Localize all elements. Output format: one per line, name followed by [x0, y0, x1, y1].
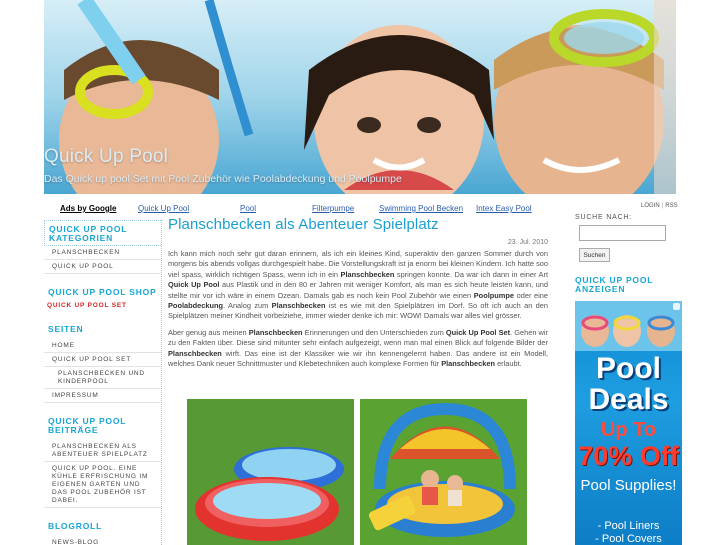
ad-line-liners: - Pool Liners — [597, 520, 660, 532]
sidebar-item-post-quick-up-pool[interactable]: QUICK UP POOL. EINE KÜHLE ERFRISCHUNG IM EIGENEN GARTEN UND DAS POOL ZUBEHÖR IST DABEI. — [44, 462, 161, 508]
sidebar-item-quick-up-pool[interactable]: QUICK UP POOL — [44, 260, 161, 274]
site-title[interactable]: Quick Up Pool — [44, 146, 169, 167]
p2-text: erlaubt. — [495, 359, 522, 369]
google-ads-bar — [60, 202, 540, 216]
post-photos — [187, 399, 527, 545]
p1-bold: Planschbecken — [340, 269, 395, 279]
post-paragraph-2 — [168, 328, 548, 370]
post-paragraph-1 — [168, 249, 548, 322]
sidebar-item-quick-up-pool-set[interactable]: QUICK UP POOL SET — [44, 353, 161, 367]
ad-choices-icon[interactable] — [673, 303, 680, 310]
site-tagline: Das Quick up pool Set mit Pool Zubehör wie Poolabdeckung und Poolpumpe — [44, 173, 402, 185]
search-input[interactable] — [579, 225, 666, 241]
ad-photo-kids — [575, 301, 682, 351]
ad-link-filterpumpe[interactable]: Filterpumpe — [312, 204, 355, 213]
sidebar-item-news-blog[interactable]: NEWS-BLOG — [44, 536, 161, 545]
ad-link-swimming-pool-becken[interactable]: Swimming Pool Becken — [379, 204, 464, 213]
sidebar-heading-kategorien: QUICK UP POOL KATEGORIEN — [44, 220, 161, 246]
p2-bold: Planschbecken — [168, 348, 222, 358]
post-title[interactable]: Planschbecken als Abenteuer Spielplatz — [168, 216, 439, 233]
ad-up-to: Up To — [600, 419, 657, 441]
sidebar-item-home[interactable]: HOME — [44, 339, 161, 353]
p1-bold: Planschbecken — [271, 301, 326, 311]
sidebar-heading-shop: QUICK UP POOL SHOP — [48, 287, 157, 297]
p2-text: Aber genug aus meinen — [168, 327, 249, 337]
p1-text: aus Plastik und in den 80 er Jahren mit weniger Komfort, als man es sich heute leisten kann, und stellte mir vor ich wäre in einem Ozean. Damals gab es noch kein Pool Zubehör wie einen — [168, 280, 548, 300]
photo-adventure-paddling-pool[interactable] — [360, 399, 527, 545]
p1-text: springen konnte. Da war ich dann in einer Art — [394, 269, 549, 279]
sidebar-item-impressum[interactable]: IMPRESSUM — [44, 389, 161, 403]
p1-text: ist es wie mit den Spielplätzen im Dorf. So oft ich auch an den Spielplätzen meiner Kindheit vorbeiziehe, immer wieder denke ich mir: WOW! Damals war alles viel grösser. — [168, 301, 548, 321]
sidebar-item-quick-up-pool-set-shop[interactable]: QUICK UP POOL SET — [47, 302, 127, 309]
p1-bold: Poolabdeckung — [168, 301, 224, 311]
search-button[interactable]: Suchen — [579, 248, 610, 262]
ad-headline: Pool Deals — [588, 352, 669, 416]
sidebar-heading-seiten: SEITEN — [48, 324, 84, 334]
header-banner — [44, 0, 676, 194]
p2-text: Erinnerungen und den Unterschieden zum — [302, 327, 446, 337]
sidebar-heading-blogroll: BLOGROLL — [48, 521, 103, 531]
pool-deals-ad-banner[interactable] — [575, 301, 682, 545]
main-content — [168, 216, 548, 369]
sidebar-item-post-planschbecken[interactable]: PLANSCHBECKEN ALS ABENTEUER SPIELPLATZ — [44, 440, 161, 462]
ad-list — [575, 520, 682, 545]
p1-text: Ich kann mich noch sehr gut daran erinnern, als ich ein kleines Kind, superaktiv den ganzen Sommer durch von morgens bis abends vollgas durchgespielt habe. Die Vorstellungskraft ist ja enorm bei kleinen Kindern. Ich hatte soo viel spass, wirklich richtigen Spass, wenn ich in ein — [168, 249, 548, 279]
meta-links: LOGIN | RSS — [641, 203, 678, 209]
ad-line-covers: - Pool Covers — [595, 533, 662, 545]
post-date: 23. Jul. 2010 — [507, 239, 548, 246]
photo-classic-paddling-pool[interactable] — [187, 399, 354, 545]
ads-by-google-label[interactable]: Ads by Google — [60, 204, 117, 213]
ad-link-quick-up-pool[interactable]: Quick Up Pool — [138, 204, 190, 213]
p2-bold: Quick Up Pool Set — [445, 327, 511, 337]
p2-text: . Gehen wir zu den Fakten über. Diese sind mitunter sehr einfach aufgezeigt, wenn man mal einen Blick auf folgende Bilder der — [168, 327, 548, 348]
sidebar-heading-anzeigen: QUICK UP POOL ANZEIGEN — [575, 275, 654, 294]
p2-bold: Planschbecken — [248, 327, 303, 337]
p1-bold: Quick Up Pool — [168, 280, 220, 290]
login-link[interactable]: LOGIN — [641, 203, 660, 209]
search-label: SUCHE NACH: — [575, 214, 633, 221]
ad-discount: 70% Off — [578, 441, 679, 471]
p1-bold: Poolpumpe — [473, 290, 514, 300]
sidebar-item-planschbecken-kinderpool[interactable]: PLANSCHBECKEN UND KINDERPOOL — [44, 367, 161, 389]
rss-link[interactable]: RSS — [665, 203, 678, 209]
ad-supplies: Pool Supplies! — [580, 477, 677, 494]
sidebar-heading-beitraege: QUICK UP POOL BEITRÄGE — [48, 416, 127, 435]
ad-link-pool[interactable]: Pool — [240, 204, 257, 213]
p1-text: oder eine — [514, 290, 548, 300]
p2-text: wirft. Das eine ist der Klassiker wie wir ihn kennengelernt haben. Das andere ist ein Modell, welches Dank neuer Schnittmuster und Klebetechniken auch komplexe Formen für — [168, 348, 548, 369]
p1-text: . Analog zum — [223, 301, 272, 311]
sidebar-item-planschbecken[interactable]: PLANSCHBECKEN — [44, 246, 161, 260]
p2-bold: Planschbecken — [441, 359, 496, 369]
left-sidebar — [44, 220, 162, 545]
ad-link-intex-easy-pool[interactable]: Intex Easy Pool — [476, 204, 532, 213]
